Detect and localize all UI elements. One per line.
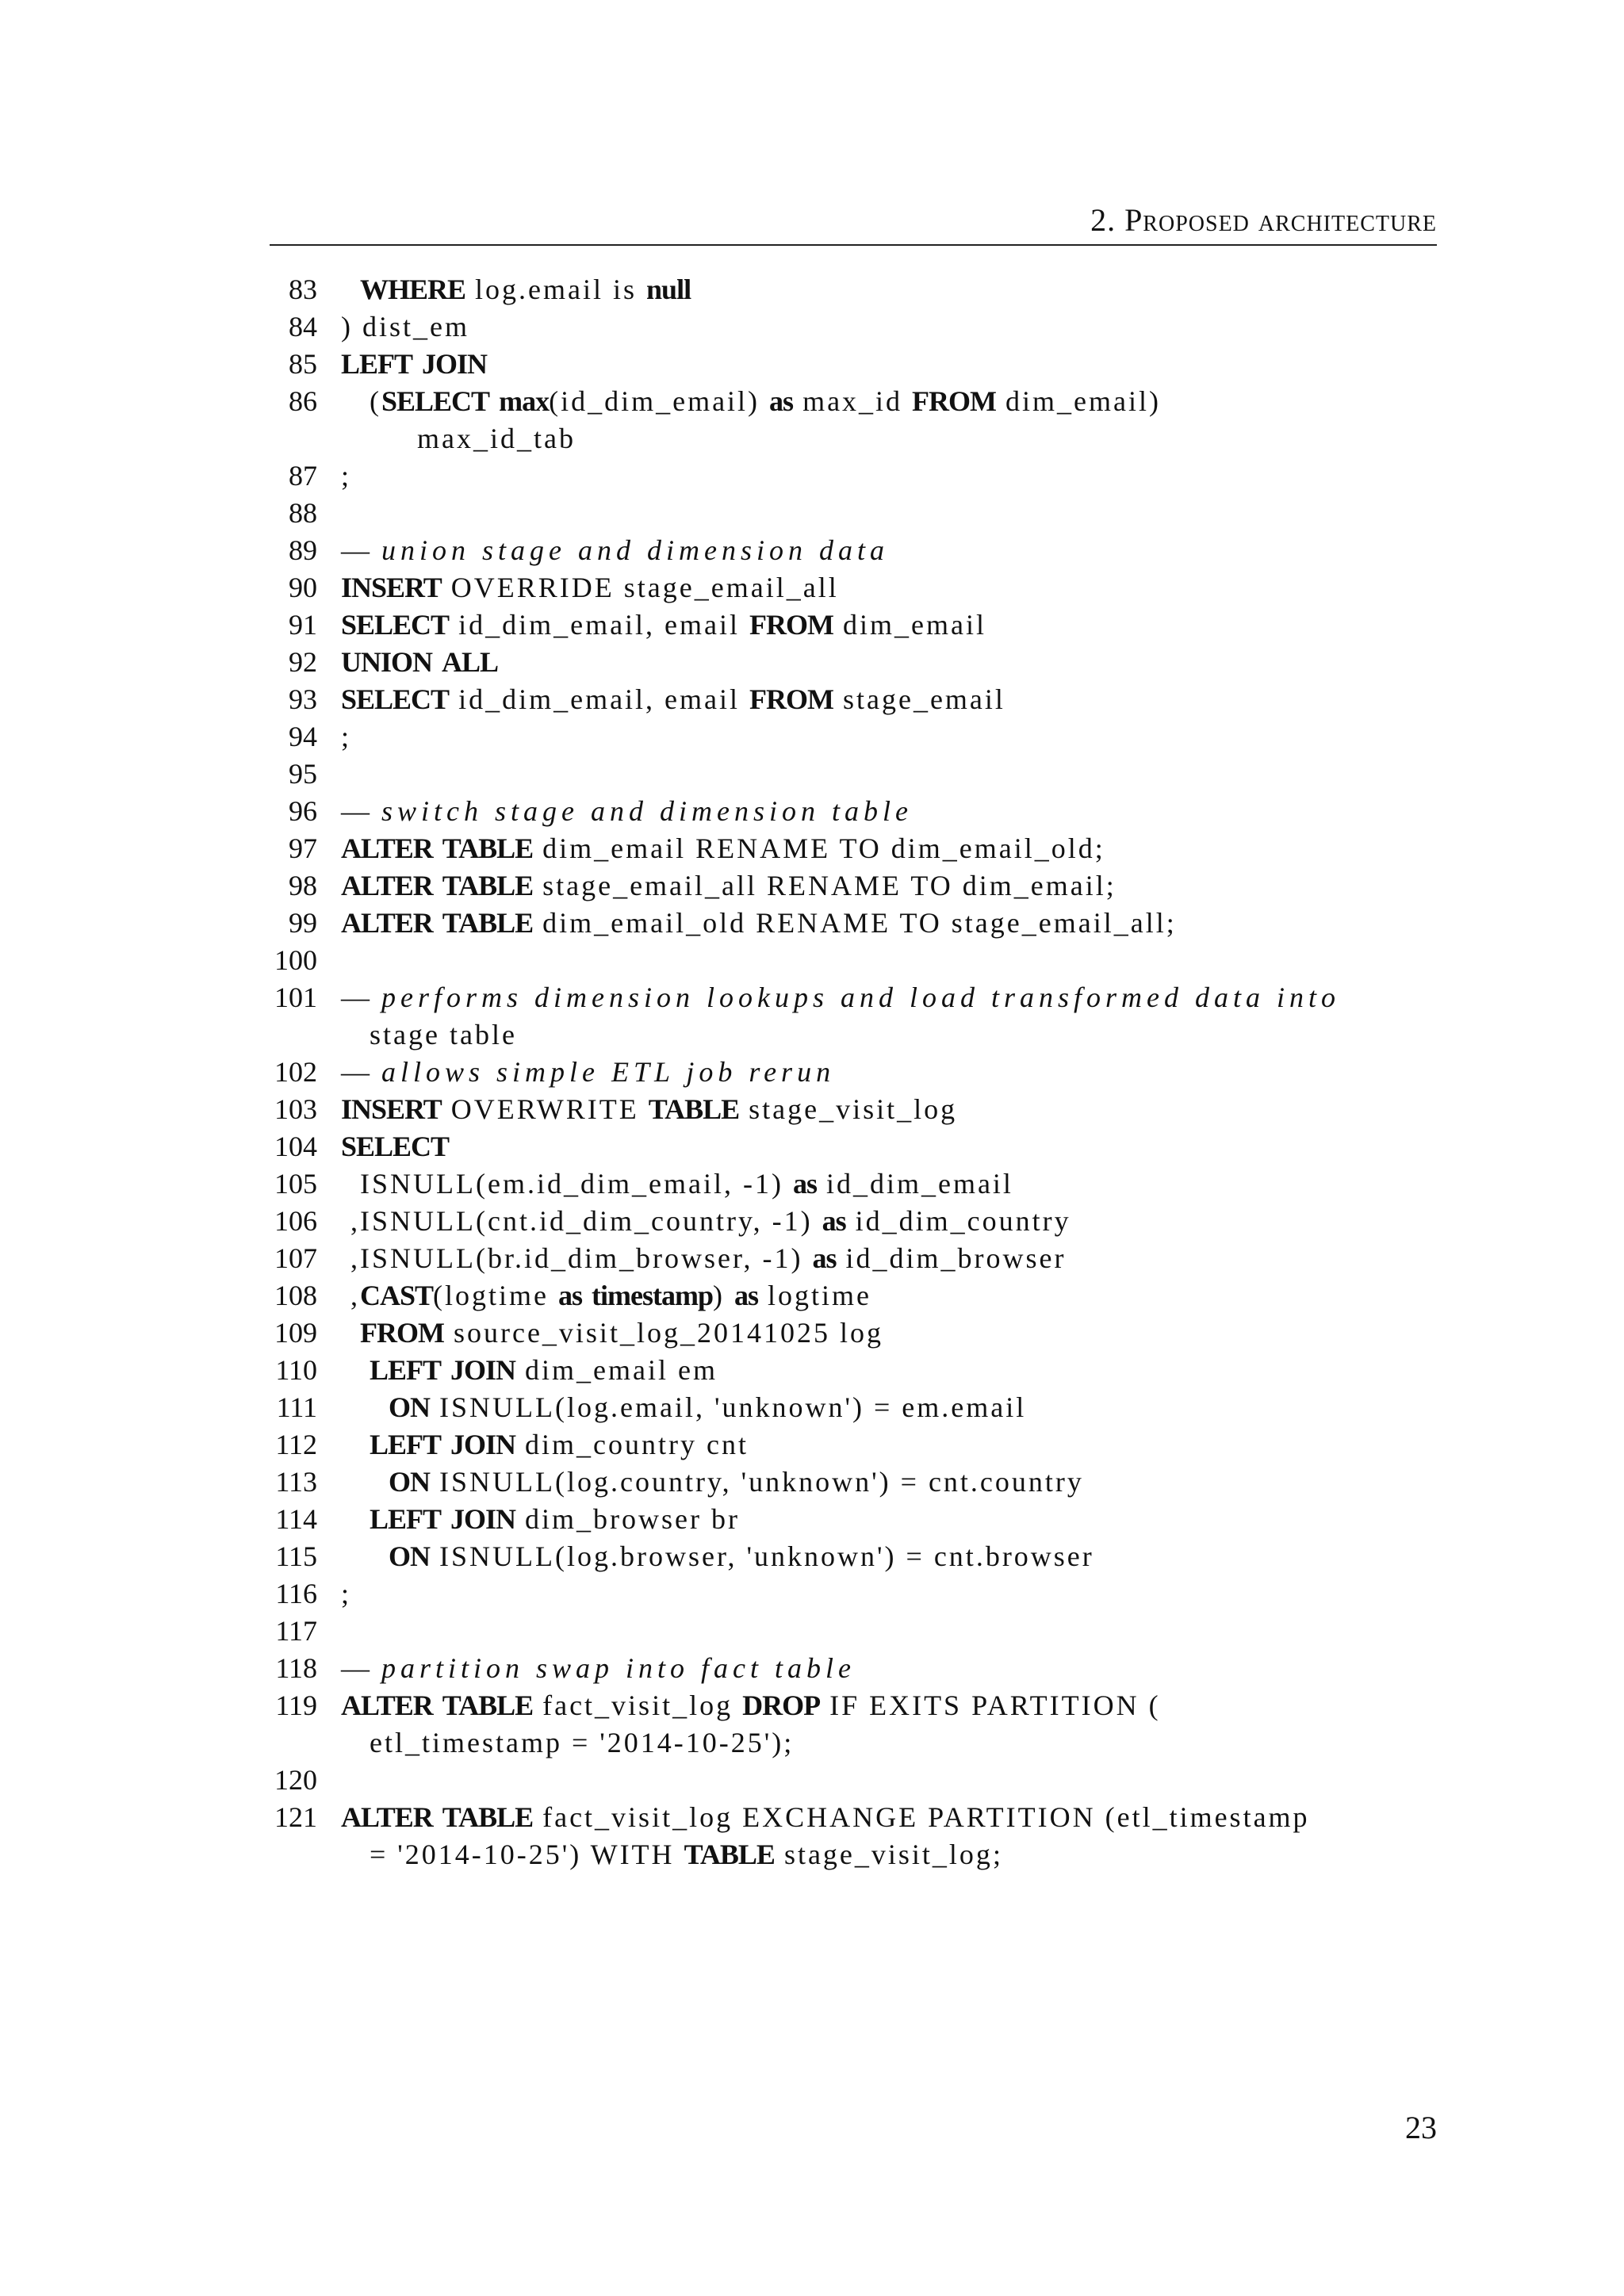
code-text: LEFT JOIN dim_country cnt	[370, 1429, 749, 1460]
code-line	[0, 1352, 1624, 1389]
line-number: 86	[289, 385, 317, 417]
code-line	[0, 644, 1624, 681]
code-text: stage table	[370, 1019, 517, 1050]
code-line	[0, 1650, 1624, 1687]
line-number: 114	[275, 1503, 317, 1535]
code-line	[0, 1016, 1624, 1054]
code-text: ALTER TABLE fact_visit_log DROP IF EXITS PARTITION (	[341, 1689, 1161, 1721]
code-text: SELECT id_dim_email, email FROM dim_email	[341, 609, 986, 641]
code-text: ) dist_em	[341, 311, 469, 342]
code-line	[0, 1240, 1624, 1277]
line-number: 91	[289, 609, 317, 641]
line-number: 88	[289, 497, 317, 529]
line-number: 99	[289, 907, 317, 939]
code-line	[0, 495, 1624, 532]
line-number: 83	[289, 274, 317, 305]
code-text: = '2014-10-25') WITH TABLE stage_visit_log;	[341, 1839, 1003, 1870]
line-number: 112	[275, 1429, 317, 1460]
code-text: max_id_tab	[417, 423, 576, 454]
code-line	[0, 1687, 1624, 1724]
code-line	[0, 457, 1624, 495]
code-line	[0, 1091, 1624, 1128]
line-number: 105	[274, 1168, 317, 1200]
code-line	[0, 1314, 1624, 1352]
line-number: 98	[289, 870, 317, 901]
code-text: INSERT OVERWRITE TABLE stage_visit_log	[341, 1093, 958, 1125]
line-number: 116	[275, 1578, 317, 1609]
page-number: 23	[1405, 2110, 1437, 2145]
code-text: ALTER TABLE dim_email RENAME TO dim_email_old;	[341, 832, 1105, 864]
code-line	[0, 1799, 1624, 1836]
code-text: — allows simple ETL job rerun	[341, 1056, 836, 1088]
code-line	[0, 346, 1624, 383]
code-line	[0, 905, 1624, 942]
line-number: 90	[289, 572, 317, 603]
line-number: 120	[274, 1764, 317, 1796]
code-text: ,ISNULL(cnt.id_dim_country, -1) as id_dim_country	[341, 1205, 1071, 1237]
line-number: 96	[289, 795, 317, 827]
line-number: 117	[275, 1615, 317, 1647]
line-number: 108	[274, 1280, 317, 1311]
code-text: ON ISNULL(log.country, 'unknown') = cnt.country	[389, 1466, 1084, 1498]
line-number: 104	[274, 1131, 317, 1162]
code-line	[0, 420, 1624, 457]
line-number: 121	[274, 1801, 317, 1833]
code-text: ALTER TABLE dim_email_old RENAME TO stage_email_all;	[341, 907, 1177, 939]
code-text: INSERT OVERRIDE stage_email_all	[341, 572, 839, 603]
code-line	[0, 1575, 1624, 1613]
line-number: 118	[275, 1652, 317, 1684]
code-line	[0, 1724, 1624, 1762]
code-text: (SELECT max(id_dim_email) as max_id FROM dim_email)	[341, 385, 1161, 417]
line-number: 119	[275, 1689, 317, 1721]
code-line	[0, 569, 1624, 607]
code-line	[0, 718, 1624, 756]
line-number: 85	[289, 348, 317, 380]
code-text: ;	[341, 1578, 352, 1609]
code-line	[0, 1165, 1624, 1203]
code-text: ALTER TABLE fact_visit_log EXCHANGE PARTITION (etl_timestamp	[341, 1801, 1310, 1833]
line-number: 89	[289, 534, 317, 566]
line-number: 103	[274, 1093, 317, 1125]
header-text: 2. Proposed architecture	[1090, 202, 1437, 238]
code-line	[0, 532, 1624, 569]
running-header	[270, 197, 1437, 246]
line-number: 94	[289, 721, 317, 752]
code-text: — performs dimension lookups and load transformed data into	[341, 982, 1341, 1013]
code-line	[0, 1464, 1624, 1501]
line-number: 115	[275, 1540, 317, 1572]
code-line	[0, 1501, 1624, 1538]
line-number: 100	[274, 944, 317, 976]
code-line	[0, 793, 1624, 830]
code-text: LEFT JOIN	[341, 348, 488, 380]
code-line	[0, 1128, 1624, 1165]
code-line	[0, 830, 1624, 867]
code-text: ;	[341, 460, 352, 492]
code-text: ALTER TABLE stage_email_all RENAME TO dim_email;	[341, 870, 1116, 901]
code-text: — switch stage and dimension table	[341, 795, 913, 827]
line-number: 109	[274, 1317, 317, 1349]
code-line	[0, 1538, 1624, 1575]
code-line	[0, 1277, 1624, 1314]
code-line	[0, 867, 1624, 905]
code-line	[0, 681, 1624, 718]
line-number: 106	[274, 1205, 317, 1237]
code-line	[0, 1054, 1624, 1091]
code-text: ISNULL(em.id_dim_email, -1) as id_dim_email	[360, 1168, 1013, 1200]
line-number: 87	[289, 460, 317, 492]
code-text: FROM source_visit_log_20141025 log	[360, 1317, 883, 1349]
code-line	[0, 1836, 1624, 1873]
line-number: 97	[289, 832, 317, 864]
code-text: etl_timestamp = '2014-10-25');	[370, 1727, 795, 1758]
code-line	[0, 308, 1624, 346]
code-text: UNION ALL	[341, 646, 499, 678]
code-line	[0, 1426, 1624, 1464]
code-text: LEFT JOIN dim_browser br	[370, 1503, 741, 1535]
code-line	[0, 607, 1624, 644]
code-text: ,CAST(logtime as timestamp) as logtime	[341, 1280, 872, 1311]
code-text: ,ISNULL(br.id_dim_browser, -1) as id_dim_browser	[341, 1242, 1067, 1274]
code-line	[0, 1389, 1624, 1426]
code-text: SELECT id_dim_email, email FROM stage_email	[341, 683, 1005, 715]
code-line	[0, 756, 1624, 793]
code-text: ON ISNULL(log.browser, 'unknown') = cnt.browser	[389, 1540, 1094, 1572]
code-line	[0, 271, 1624, 308]
code-text: — partition swap into fact table	[341, 1652, 856, 1684]
code-text: SELECT	[341, 1131, 450, 1162]
line-number: 101	[274, 982, 317, 1013]
code-line	[0, 942, 1624, 979]
code-line	[0, 1613, 1624, 1650]
code-line	[0, 1203, 1624, 1240]
line-number: 95	[289, 758, 317, 790]
code-text: ON ISNULL(log.email, 'unknown') = em.email	[389, 1391, 1027, 1423]
line-number: 93	[289, 683, 317, 715]
line-number: 84	[289, 311, 317, 342]
code-text: LEFT JOIN dim_email em	[370, 1354, 718, 1386]
code-line	[0, 383, 1624, 420]
line-number: 102	[274, 1056, 317, 1088]
line-number: 111	[276, 1391, 317, 1423]
code-listing	[0, 271, 1624, 1873]
code-line	[0, 979, 1624, 1016]
line-number: 113	[275, 1466, 317, 1498]
line-number: 92	[289, 646, 317, 678]
code-text: ;	[341, 721, 352, 752]
line-number: 110	[275, 1354, 317, 1386]
code-text: WHERE log.email is null	[360, 274, 691, 305]
code-text: — union stage and dimension data	[341, 534, 889, 566]
line-number: 107	[274, 1242, 317, 1274]
code-line	[0, 1762, 1624, 1799]
